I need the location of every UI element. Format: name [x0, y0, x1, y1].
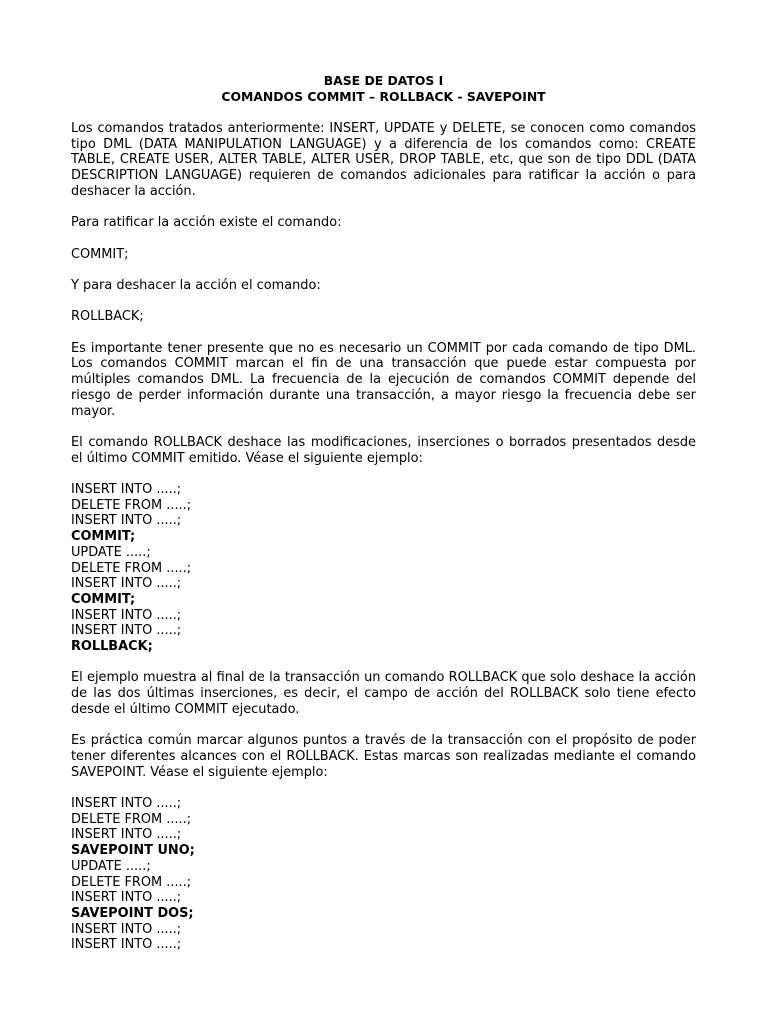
code-line: DELETE FROM .....;	[71, 874, 192, 890]
code-line: INSERT INTO .....;	[71, 827, 182, 843]
code-line: UPDATE .....;	[71, 544, 151, 560]
code-example-commit	[71, 482, 696, 655]
paragraph-example-explanation: El ejemplo muestra al final de la transacción un comando ROLLBACK que solo deshace la acción de las dos últimas inserciones, es decir, el campo de acción del ROLLBACK solo tiene efecto desde el último COMMIT ejecutado.	[71, 670, 696, 717]
paragraph-rollback-desc: El comando ROLLBACK deshace las modificaciones, inserciones o borrados presentados desde el último COMMIT emitido. Véase el siguiente ejemplo:	[71, 434, 696, 466]
code-line: INSERT INTO .....;	[71, 482, 182, 498]
paragraph-intro: Los comandos tratados anteriormente: INSERT, UPDATE y DELETE, se conocen como comandos tipo DML (DATA MANIPULATION LANGUAGE) y a diferencia de los comandos como: CREATE TABLE, CREATE USER, ALTER TABLE, ALTER USER, DROP TABLE, etc, que son de tipo DDL (DATA DESCRIPTION LANGUAGE) requieren de comandos adicionales para ratificar la acción o para deshacer la acción.	[71, 121, 696, 199]
code-line-savepoint: SAVEPOINT DOS;	[71, 906, 194, 921]
code-line: INSERT INTO .....;	[71, 796, 182, 812]
code-line: DELETE FROM .....;	[71, 811, 192, 827]
title-spacer	[71, 105, 696, 121]
code-example-savepoint	[71, 796, 696, 953]
code-line-rollback: ROLLBACK;	[71, 639, 153, 655]
code-line: INSERT INTO .....;	[71, 623, 182, 639]
code-line-commit: COMMIT;	[71, 529, 136, 545]
code-line: INSERT INTO .....;	[71, 937, 182, 953]
paragraph-ratify: Para ratificar la acción existe el comando:	[71, 215, 342, 231]
code-line: INSERT INTO .....;	[71, 607, 182, 623]
rollback-command: ROLLBACK;	[71, 309, 144, 325]
paragraph-savepoint-desc: Es práctica común marcar algunos puntos a través de la transacción con el propósito de poder tener diferentes alcances con el ROLLBACK. Estas marcas son realizadas mediante el comando SAVEPOINT. Véase el siguiente ejemplo:	[71, 733, 696, 780]
code-line-commit: COMMIT;	[71, 591, 136, 607]
paragraph-undo: Y para deshacer la acción el comando:	[71, 277, 321, 293]
code-line: DELETE FROM .....;	[71, 560, 192, 576]
code-line: DELETE FROM .....;	[71, 497, 192, 513]
code-line: INSERT INTO .....;	[71, 513, 182, 529]
document-subtitle: COMANDOS COMMIT – ROLLBACK - SAVEPOINT	[221, 89, 546, 104]
paragraph-commit-frequency: Es importante tener presente que no es necesario un COMMIT por cada comando de tipo DML. Los comandos COMMIT marcan el fin de una transacción que puede estar compuesta por múltiples comandos DML. La frecuencia de la ejecución de comandos COMMIT depende del riesgo de perder información durante una transacción, a mayor riesgo la frecuencia debe ser mayor.	[71, 340, 696, 419]
code-line: UPDATE .....;	[71, 858, 151, 874]
code-line: INSERT INTO .....;	[71, 921, 182, 937]
code-line-savepoint: SAVEPOINT UNO;	[71, 843, 195, 859]
code-line: INSERT INTO .....;	[71, 890, 182, 906]
code-line: INSERT INTO .....;	[71, 576, 182, 592]
commit-command: COMMIT;	[71, 246, 129, 262]
document-title: BASE DE DATOS I	[323, 73, 444, 88]
